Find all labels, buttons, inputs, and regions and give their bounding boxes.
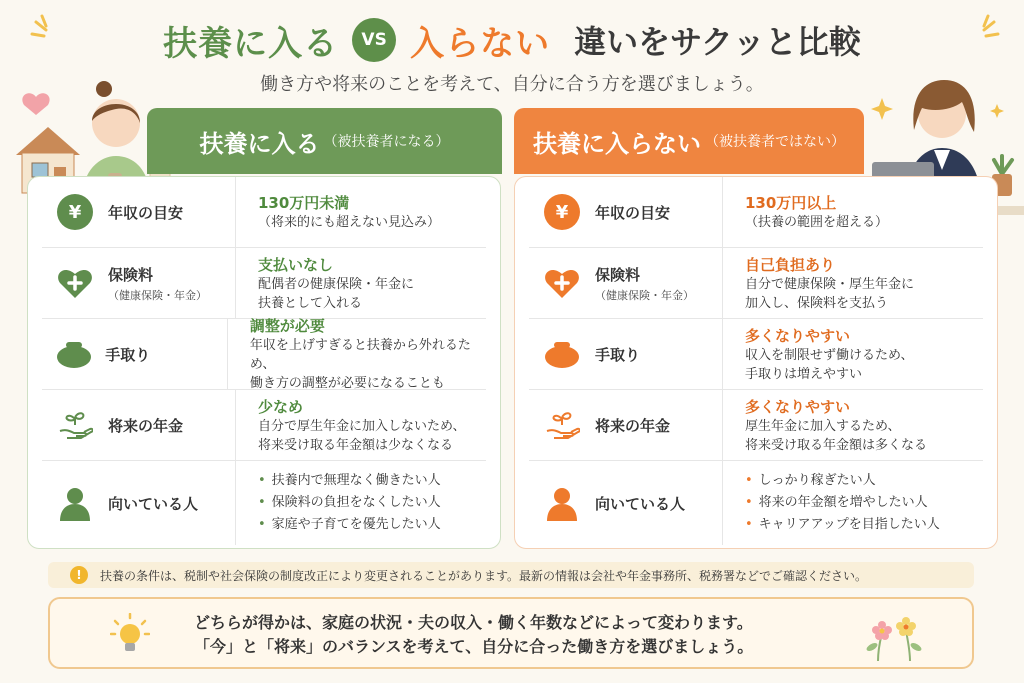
sprout-hand-icon bbox=[57, 407, 93, 443]
green-comparison-card bbox=[27, 176, 501, 549]
orange-header-title: 扶養に入らない bbox=[533, 129, 701, 158]
notice-text: 扶養の条件は、税制や社会保険の制度改正により変更されることがあります。最新の情報は会社や年金事務所、税務署などでご確認ください。 bbox=[100, 568, 868, 583]
orange-column-header bbox=[514, 108, 864, 174]
row-value-text: 自分で厚生年金に加入しないため、 bbox=[258, 418, 466, 434]
row-value-text: 自分で健康保険・厚生年金に bbox=[745, 276, 915, 292]
yen-icon: ¥ bbox=[57, 194, 93, 230]
insurance-row bbox=[529, 248, 983, 319]
row-value-head: 多くなりやすい bbox=[745, 397, 851, 416]
pension-row bbox=[42, 390, 486, 461]
takehome-row bbox=[42, 319, 486, 390]
heart-plus-icon bbox=[544, 265, 580, 301]
row-label: 年収の目安 bbox=[108, 203, 184, 222]
vs-badge: VS bbox=[352, 18, 396, 62]
green-column-header bbox=[147, 108, 502, 174]
sprout-hand-icon bbox=[544, 407, 580, 443]
row-value-text: 厚生年金に加入するため、 bbox=[745, 418, 901, 434]
row-value-text: 配偶者の健康保険・年金に bbox=[258, 276, 415, 292]
row-value-text: 年収を上げすぎると扶養から外れるため、 bbox=[249, 338, 471, 372]
suitable-row bbox=[529, 461, 983, 545]
list-item: • キャリアアップを目指したい人 bbox=[745, 517, 940, 532]
row-value-text: （扶養の範囲を超える） bbox=[745, 215, 889, 230]
list-item: • 家庭や子育てを優先したい人 bbox=[258, 517, 441, 532]
list-item: • 保険料の負担をなくしたい人 bbox=[258, 495, 441, 510]
row-value-head: 自己負担あり bbox=[745, 255, 836, 274]
row-value-text: 収入を制限せず働けるため、 bbox=[745, 347, 914, 363]
row-label: 手取り bbox=[595, 345, 641, 364]
list-item: • しっかり稼ぎたい人 bbox=[745, 473, 876, 488]
title-right: 入らない bbox=[410, 23, 551, 64]
row-label-sub: （健康保険・年金） bbox=[595, 288, 694, 302]
row-value-head: 少なめ bbox=[258, 397, 304, 416]
heart-plus-icon bbox=[57, 265, 93, 301]
list-item: • 将来の年金額を増やしたい人 bbox=[745, 495, 928, 510]
row-label-sub: （健康保険・年金） bbox=[108, 288, 207, 302]
orange-header-subtitle: （被扶養者ではない） bbox=[705, 134, 845, 150]
summary-line-2: 「今」と「将来」のバランスを考えて、自分に合った働き方を選びましょう。 bbox=[194, 637, 754, 656]
income-row bbox=[529, 177, 983, 248]
summary-box bbox=[48, 597, 974, 669]
wallet-icon bbox=[56, 336, 92, 372]
row-value-head: 130万円未満 bbox=[258, 194, 350, 212]
row-value-text: 手取りは増えやすい bbox=[745, 366, 863, 382]
income-row bbox=[42, 177, 486, 248]
green-header-title: 扶養に入る bbox=[199, 129, 320, 158]
subtitle: 働き方や将来のことを考えて、自分に合う方を選びましょう。 bbox=[260, 74, 764, 95]
title-rest: 違いをサクッと比較 bbox=[574, 23, 861, 61]
row-label: 向いている人 bbox=[108, 494, 199, 513]
row-value-text: （将来的にも超えない見込み） bbox=[258, 215, 441, 230]
row-label: 年収の目安 bbox=[595, 203, 671, 222]
sparkle-right-icon bbox=[960, 12, 1000, 52]
row-label: 将来の年金 bbox=[595, 416, 671, 435]
title-row bbox=[0, 14, 1024, 66]
row-value-text: 将来受け取る年金額は多くなる bbox=[745, 437, 928, 453]
row-value-head: 多くなりやすい bbox=[745, 326, 851, 345]
row-value-text: 働き方の調整が必要になることも bbox=[249, 376, 445, 391]
summary-text bbox=[194, 611, 753, 659]
orange-comparison-card bbox=[514, 176, 998, 549]
notice-bar bbox=[48, 562, 974, 588]
row-label: 向いている人 bbox=[595, 494, 686, 513]
row-value-text: 扶養として入れる bbox=[258, 295, 363, 311]
suitable-row bbox=[42, 461, 486, 545]
green-header-subtitle: （被扶養者になる） bbox=[323, 134, 450, 150]
row-value-head: 調整が必要 bbox=[249, 317, 325, 335]
row-value-text: 加入し、保険料を支払う bbox=[745, 295, 889, 311]
row-label: 将来の年金 bbox=[108, 416, 184, 435]
yen-icon: ¥ bbox=[544, 194, 580, 230]
row-value-text: 将来受け取る年金額は少なくなる bbox=[258, 437, 454, 453]
row-value-head: 支払いなし bbox=[258, 255, 334, 274]
sparkle-left-icon bbox=[30, 12, 70, 52]
title-left: 扶養に入る bbox=[163, 23, 339, 64]
pension-row bbox=[529, 390, 983, 461]
takehome-row bbox=[529, 319, 983, 390]
person-icon bbox=[57, 485, 93, 521]
row-label: 手取り bbox=[105, 345, 151, 364]
insurance-row bbox=[42, 248, 486, 319]
row-label: 保険料 bbox=[108, 265, 154, 284]
list-item: • 扶養内で無理なく働きたい人 bbox=[258, 473, 441, 488]
flower-icon bbox=[858, 611, 928, 663]
summary-line-1: どちらが得かは、家庭の状況・夫の収入・働く年数などによって変わります。 bbox=[194, 613, 753, 632]
row-label: 保険料 bbox=[595, 265, 641, 284]
wallet-icon bbox=[544, 336, 580, 372]
lightbulb-icon bbox=[110, 613, 150, 657]
row-value-head: 130万円以上 bbox=[745, 194, 837, 212]
person-icon bbox=[544, 485, 580, 521]
warning-icon: ! bbox=[70, 566, 88, 584]
